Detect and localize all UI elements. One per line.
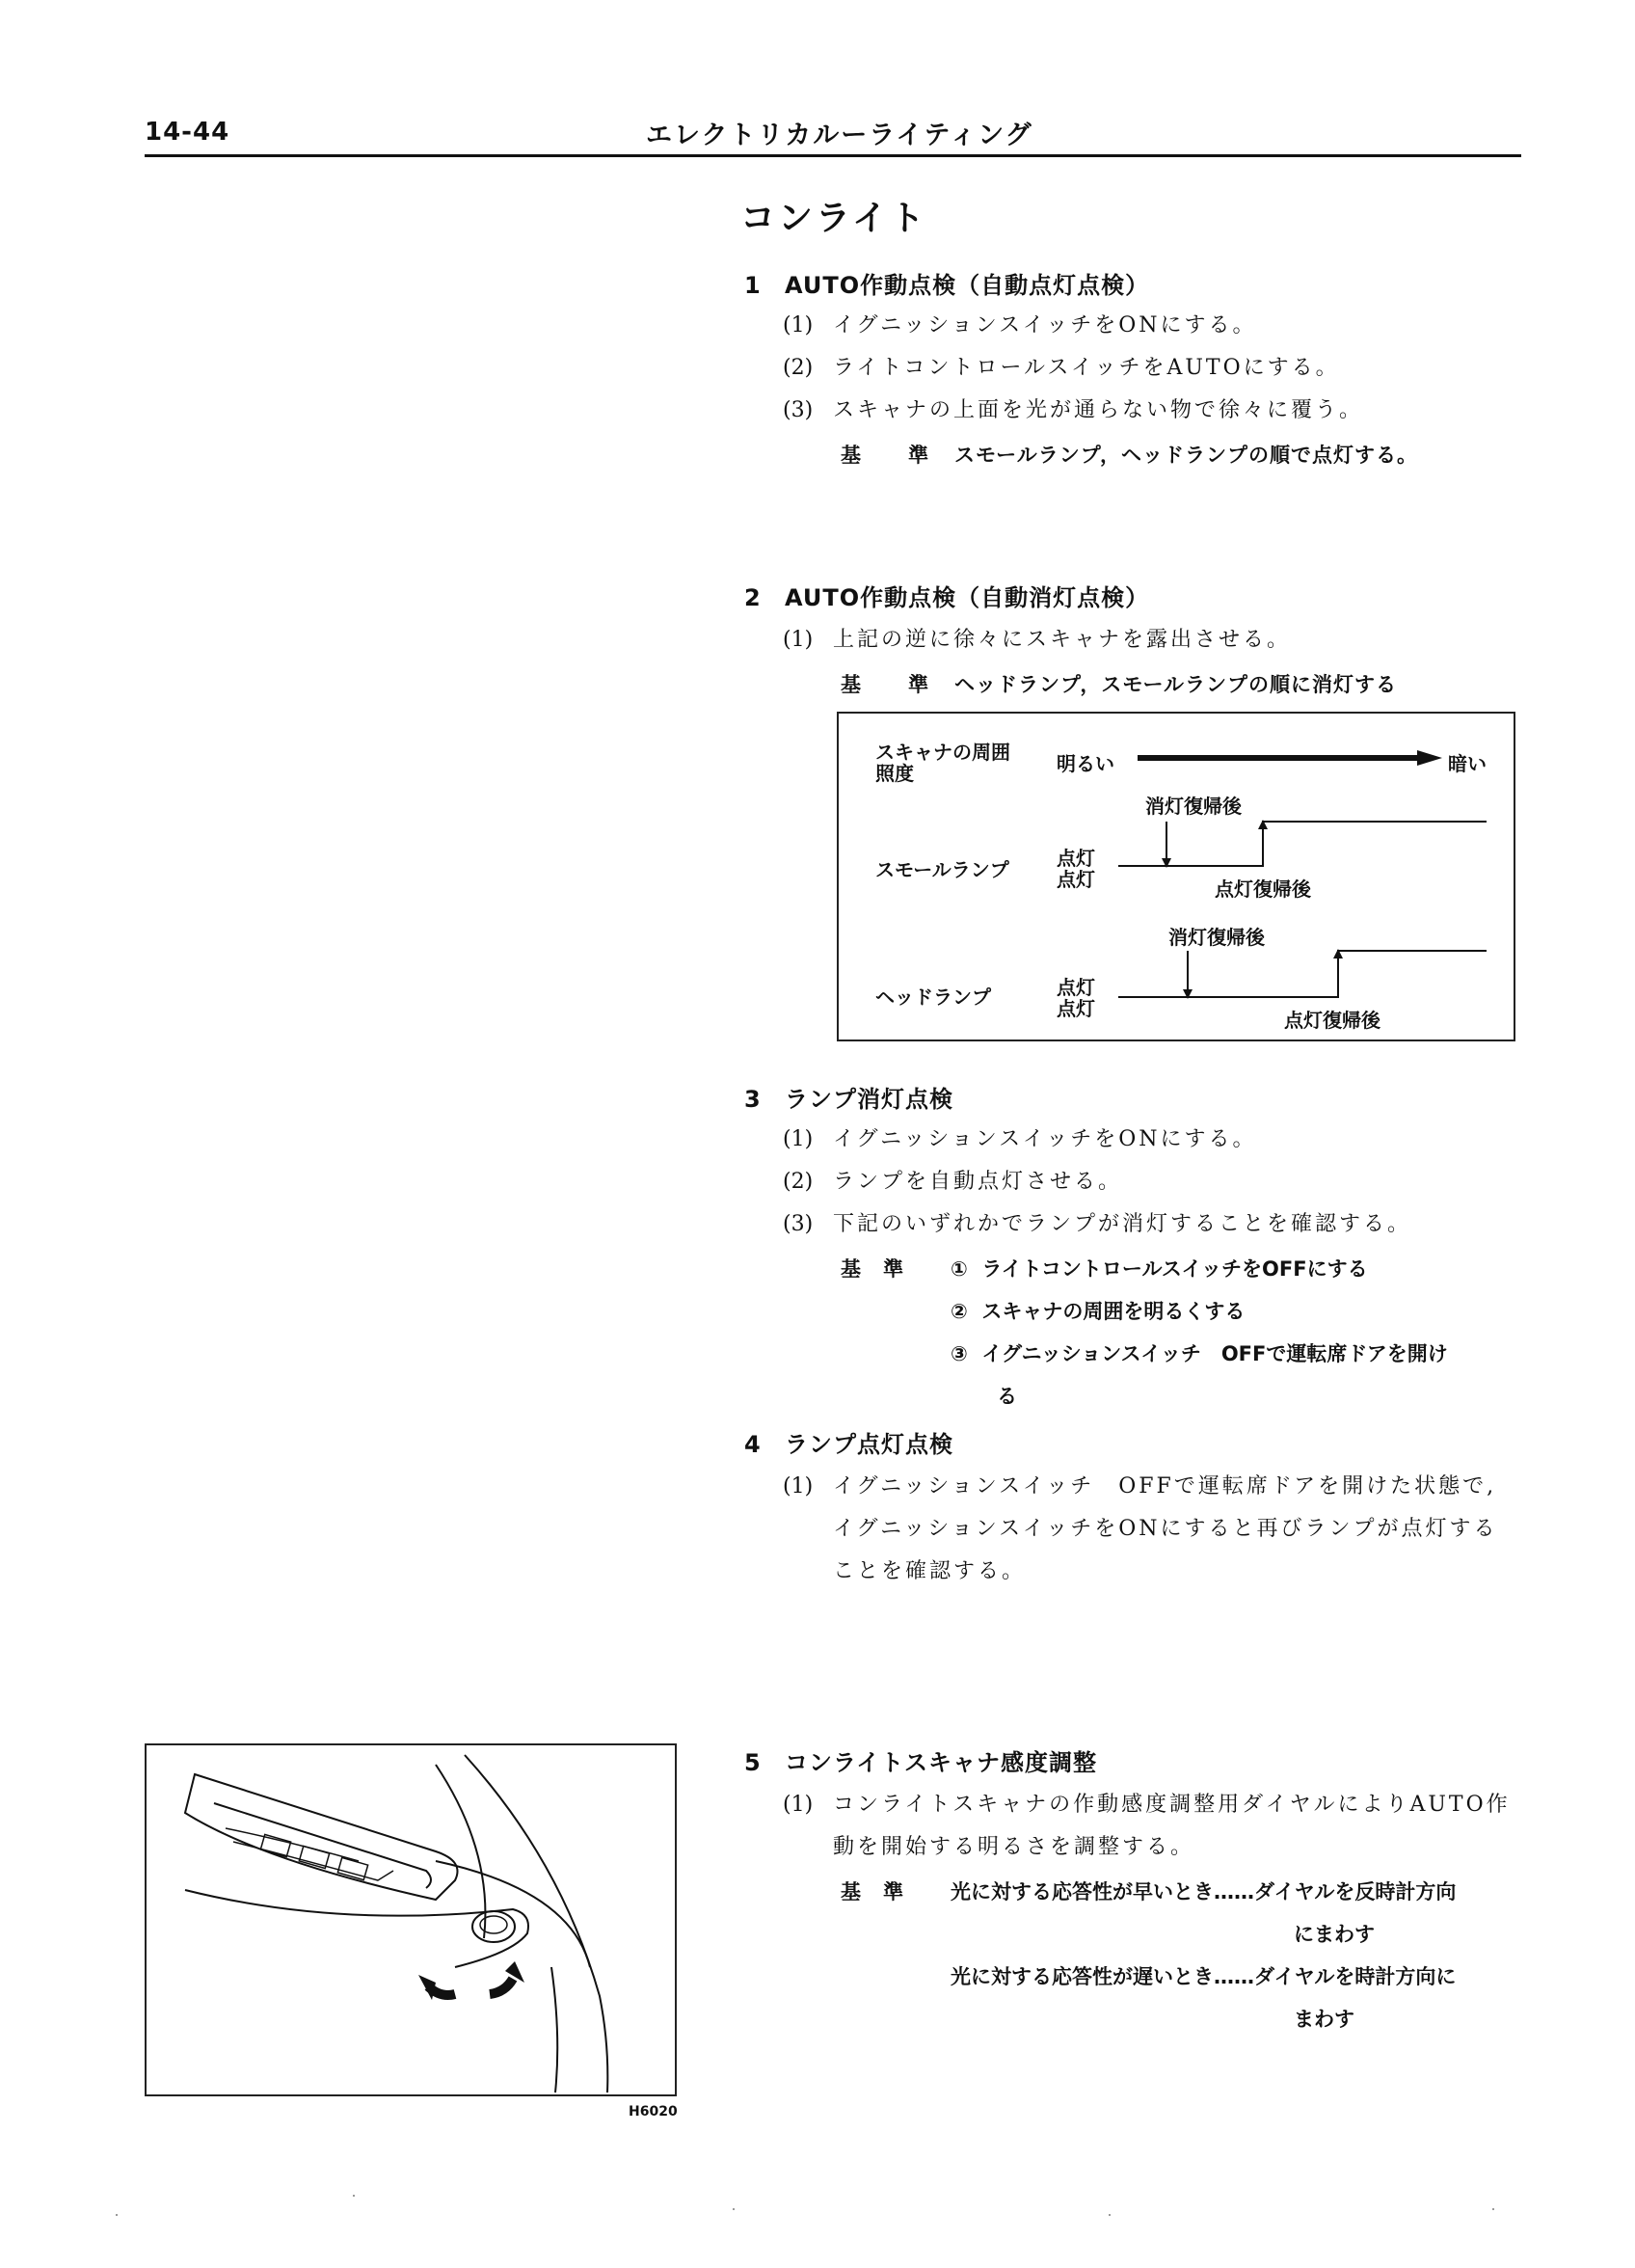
header-divider: [145, 154, 1521, 157]
bright-label: 明るい: [1057, 752, 1114, 775]
head-on-return-label: 点灯復帰後: [1284, 1009, 1380, 1032]
step-3-sub-2: [783, 1165, 1122, 1195]
sub-text: ライトコントロールスイッチをAUTOにする。: [833, 356, 1340, 380]
step-5-standard-row-2: 光に対する応答性が遅いとき……ダイヤルを時計方向に: [951, 1965, 1457, 1988]
sub-number: (3): [783, 398, 814, 422]
sub-text: イグニッションスイッチをONにする。: [833, 313, 1257, 338]
step-number: 1: [744, 272, 762, 299]
step-5-heading: [744, 1743, 1097, 1777]
step-number: 4: [744, 1431, 762, 1458]
step-4-sub-1: [783, 1470, 1496, 1499]
sub-text: スキャナの上面を光が通らない物で徐々に覆う。: [833, 398, 1364, 422]
item-mark: ③: [951, 1342, 968, 1365]
sub-text: イグニッションスイッチ OFFで運転席ドアを開けた状態で,: [833, 1474, 1497, 1498]
small-lamp-high-line: [1166, 822, 1487, 866]
small-off-return-label: 消灯復帰後: [1145, 795, 1242, 818]
scanner-illustration: [145, 1743, 677, 2096]
step-title: AUTO作動点検（自動点灯点検）: [785, 272, 1150, 299]
step-3-sub-3: [783, 1207, 1411, 1237]
sub-number: (1): [783, 1793, 814, 1817]
sub-text: コンライトスキャナの作動感度調整用ダイヤルによりAUTO作: [833, 1793, 1511, 1817]
sub-text: 下記のいずれかでランプが消灯することを確認する。: [833, 1212, 1412, 1236]
item-text: ライトコントロールスイッチをOFFにする: [981, 1257, 1368, 1281]
scanner-slot-1: [260, 1834, 290, 1856]
sub-text: ランプを自動点灯させる。: [833, 1170, 1123, 1194]
small-on-label: 点灯: [1057, 847, 1095, 870]
step-title: ランプ点灯点検: [785, 1431, 953, 1458]
dark-label: 暗い: [1448, 752, 1487, 775]
step-title: コンライトスキャナ感度調整: [785, 1749, 1098, 1776]
small-on-return-label: 点灯復帰後: [1215, 878, 1311, 901]
sub-text: 上記の逆に徐々にスキャナを露出させる。: [833, 628, 1292, 652]
scan-artifact: [1492, 2208, 1494, 2210]
step-4-sub-1-line-3: ことを確認する。: [833, 1559, 1027, 1583]
standard-text: スモールランプ，ヘッドランプの順で点灯する。: [954, 444, 1419, 467]
step-5-standard-row-1: 光に対する応答性が早いとき……ダイヤルを反時計方向: [951, 1880, 1457, 1904]
head-lamp-label: ヘッドランプ: [875, 986, 991, 1009]
sub-number: (2): [783, 1170, 814, 1194]
step-3-standard-item-3-cont: る: [997, 1385, 1017, 1408]
panel-edge: [185, 1890, 528, 1967]
illuminance-label: スキャナの周囲: [875, 741, 1010, 764]
scan-artifact: [353, 2195, 355, 2197]
rotate-right-arrow: [490, 1979, 513, 1994]
step-3-heading: [744, 1080, 953, 1114]
step-title: AUTO作動点検（自動消灯点検）: [785, 584, 1150, 611]
step-5-standard-label: 基 準: [841, 1880, 904, 1904]
sub-number: (3): [783, 1212, 814, 1236]
dash-outer-curve: [465, 1755, 607, 2092]
step-4-sub-1-line-2: イグニッションスイッチをONにすると再びランプが点灯する: [833, 1517, 1498, 1541]
step-2-sub-1: [783, 623, 1291, 653]
timing-lines: [839, 714, 1514, 1040]
item-mark: ②: [951, 1300, 968, 1323]
head-on-label: 点灯: [1057, 976, 1095, 999]
step-2-heading: [744, 579, 1149, 612]
step-5-standard-row-1-cont: にまわす: [1294, 1923, 1375, 1946]
chapter-title: エレクトリカルーライティング: [646, 121, 1033, 150]
sub-text: イグニッションスイッチをONにする。: [833, 1127, 1257, 1151]
step-number: 2: [744, 584, 762, 611]
standard-label: 基 準: [841, 444, 942, 467]
step-1-standard: [841, 440, 1418, 469]
step-1-sub-1: [783, 309, 1257, 338]
step-3-standard-item-2: [951, 1296, 1245, 1325]
step-5-sub-1-line-2: 動を開始する明るさを調整する。: [833, 1835, 1195, 1859]
head-off-return-label: 消灯復帰後: [1168, 926, 1265, 949]
section-title: コンライト: [740, 199, 927, 238]
step-1-sub-2: [783, 351, 1340, 381]
item-text: イグニッションスイッチ OFFで運転席ドアを開け: [981, 1342, 1448, 1365]
item-mark: ①: [951, 1257, 968, 1281]
column-line: [551, 1967, 557, 2092]
step-1-heading: [744, 266, 1149, 300]
small-lamp-label: スモールランプ: [875, 858, 1009, 881]
step-5-sub-1: [783, 1788, 1511, 1818]
step-3-standard-item-1: [951, 1254, 1368, 1282]
step-1-sub-3: [783, 393, 1363, 423]
head-off-label: 点灯: [1057, 997, 1095, 1020]
scanner-dial-drawing: [147, 1745, 675, 2094]
step-3-sub-1: [783, 1122, 1257, 1152]
step-3-standard-label: 基 準: [841, 1257, 904, 1281]
step-number: 5: [744, 1749, 762, 1776]
illuminance-label-2: 照度: [875, 762, 914, 785]
standard-label: 基 準: [841, 673, 942, 696]
figure-id: H6020: [629, 2104, 678, 2120]
step-number: 3: [744, 1086, 762, 1113]
sub-number: (1): [783, 1127, 814, 1151]
sub-number: (2): [783, 356, 814, 380]
scanner-window-frame: [233, 1842, 393, 1880]
step-3-standard-item-3: [951, 1338, 1448, 1367]
item-text: スキャナの周囲を明るくする: [981, 1300, 1246, 1323]
small-off-label: 点灯: [1057, 868, 1095, 891]
sub-number: (1): [783, 628, 814, 652]
page-number: 14-44: [145, 118, 230, 147]
step-title: ランプ消灯点検: [785, 1086, 953, 1113]
illuminance-arrow-head: [1417, 750, 1442, 766]
rotate-left-arrowhead: [418, 1975, 436, 2000]
step-4-heading: [744, 1425, 953, 1459]
sub-number: (1): [783, 313, 814, 338]
step-2-standard: [841, 669, 1397, 698]
scan-artifact: [733, 2208, 735, 2210]
scan-artifact: [1109, 2214, 1111, 2216]
sub-number: (1): [783, 1474, 814, 1498]
scan-artifact: [116, 2214, 118, 2216]
step-5-standard-row-2-cont: まわす: [1294, 2008, 1354, 2031]
lamp-timing-diagram: [837, 712, 1515, 1041]
standard-text: ヘッドランプ，スモールランプの順に消灯する: [954, 673, 1398, 696]
